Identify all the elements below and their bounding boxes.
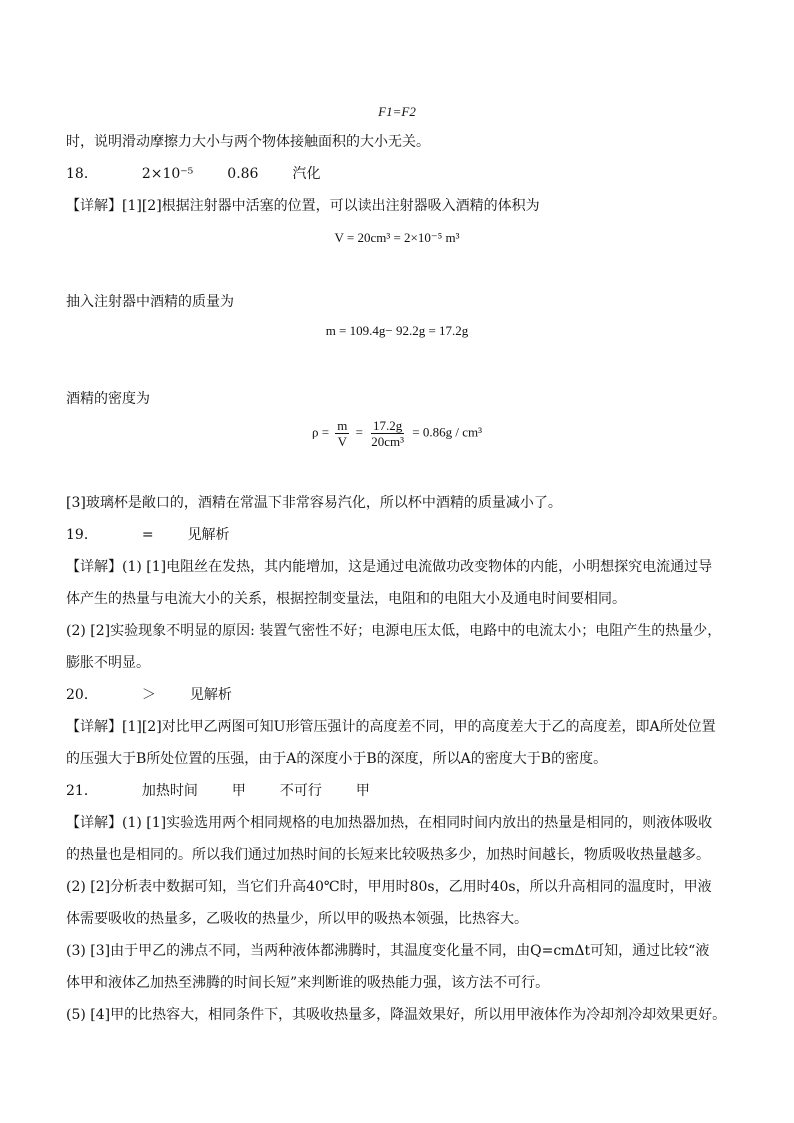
explanation-line: 【详解】[1][2]对比甲乙两图可知U形管压强计的高度差不同，甲的高度差大于乙的高度差，即A所处位置 [66, 719, 716, 735]
explanation-line: [3]玻璃杯是敞口的，酒精在常温下非常容易汽化，所以杯中酒精的质量减小了。 [66, 495, 562, 511]
explanation-line: (2) [2]实验现象不明显的原因: 装置气密性不好；电源电压太低，电路中的电流太小；电阻产生的热量少， [66, 623, 722, 639]
explanation-line: 体产生的热量与电流大小的关系，根据控制变量法，电阻和的电阻大小及通电时间要相同。 [66, 591, 626, 607]
text-line: 酒精的密度为 [66, 391, 150, 407]
explanation-line: 体甲和液体乙加热至沸腾的时间长短”来判断谁的吸热能力强，该方法不可行。 [66, 975, 550, 991]
explanation-line: (2) [2]分析表中数据可知，当它们升高40℃时，甲用时80s，乙用时40s，所以升高相同的温度时，甲液 [66, 879, 712, 895]
fraction-m-v: $\frac{m}{V}$ [337, 418, 348, 449]
answer-20: 20． ＞ 见解析 [66, 687, 232, 703]
fraction-values: $\frac{17.2g}{\text{20cm³}}$ [371, 418, 405, 449]
explanation-line: 【详解】[1][2]根据注射器中活塞的位置，可以读出注射器吸入酒精的体积为 [66, 198, 540, 214]
answer-19: 19． = 见解析 [66, 527, 230, 543]
answer-21: 21． 加热时间 甲 不可行 甲 [66, 783, 370, 799]
explanation-line: 的压强大于B所处位置的压强，由于A的深度小于B的深度，所以A的密度大于B的密度。 [66, 751, 608, 767]
equation-f1-f2: F1=F2 [378, 104, 416, 119]
explanation-line: 膨胀不明显。 [66, 655, 150, 671]
explanation-line: 【详解】(1) [1]实验选用两个相同规格的电加热器加热，在相同时间内放出的热量是相同的，则液体吸收 [66, 815, 713, 831]
text-line: 抽入注射器中酒精的质量为 [66, 294, 234, 310]
explanation-line: (5) [4]甲的比热容大，相同条件下，其吸收热量多，降温效果好，所以用甲液体作为冷却剂冷却效果更好。 [66, 1007, 727, 1023]
explanation-line: 的热量也是相同的。所以我们通过加热时间的长短来比较吸热多少，加热时间越长，物质吸收热量越多。 [66, 847, 710, 863]
answer-18: 18． 2×10⁻⁵ 0.86 汽化 [66, 166, 321, 182]
explanation-line: (3) [3]由于甲乙的沸点不同，当两种液体都沸腾时，其温度变化量不同，由Q=cmΔt可知，通过比较“液 [66, 943, 710, 959]
text-line: 时，说明滑动摩擦力大小与两个物体接触面积的大小无关。 [66, 134, 430, 150]
explanation-line: 体需要吸收的热量多，乙吸收的热量少，所以甲的吸热本领强，比热容大。 [66, 911, 528, 927]
equation-mass: m = 109.4g− 92.2g = 17.2g [325, 323, 469, 338]
equation-density: ρ = $\frac{m}{V}$ = $\frac{17.2g}{\text{20cm³}}$ = 0.86g / cm³ [311, 418, 483, 449]
explanation-line: 【详解】(1) [1]电阻丝在发热，其内能增加，这是通过电流做功改变物体的内能，小明想探究电流通过导 [66, 559, 713, 575]
equation-volume: V = 20cm³ = 2×10⁻⁵ m³ [334, 230, 460, 245]
